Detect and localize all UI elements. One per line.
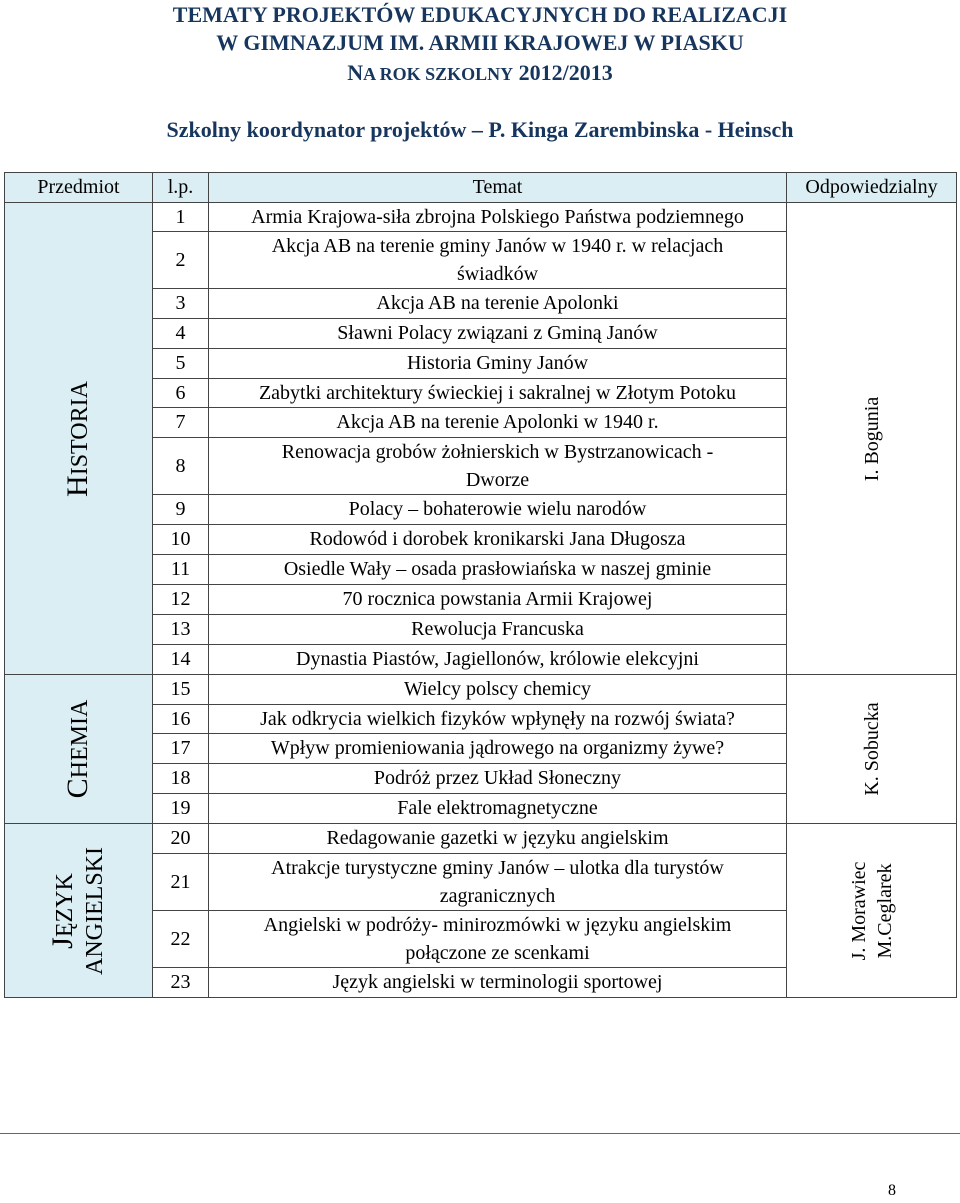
row-number: 4 <box>153 319 209 349</box>
row-number: 21 <box>153 854 209 911</box>
subject-label-chemia <box>60 699 95 799</box>
responsible-cell-historia <box>787 203 957 675</box>
row-topic: Osiedle Wały – osada prasłowiańska w naszej gminie <box>209 555 787 585</box>
header-responsible: Odpowiedzialny <box>787 173 957 203</box>
row-number: 3 <box>153 289 209 319</box>
row-topic: Rewolucja Francuska <box>209 615 787 645</box>
row-number: 6 <box>153 379 209 408</box>
page-number: 8 <box>888 1182 896 1199</box>
document-title-line-1: TEMATY PROJEKTÓW EDUKACYJNYCH DO REALIZACJI <box>172 2 788 27</box>
responsible-cell-jezyk <box>787 824 957 998</box>
table-row <box>5 675 957 705</box>
header-topic: Temat <box>209 173 787 203</box>
row-number: 23 <box>153 968 209 998</box>
row-number: 22 <box>153 911 209 968</box>
row-number: 7 <box>153 408 209 438</box>
subject-rest: HEMIA <box>66 699 93 779</box>
subject-label-historia <box>60 380 95 497</box>
row-number: 8 <box>153 438 209 495</box>
row-number: 18 <box>153 764 209 794</box>
document-title-line-2: W GIMNAZJUM IM. ARMII KRAJOWEJ W PIASKU <box>216 30 744 55</box>
coordinator-line: Szkolny koordynator projektów – P. Kinga Zarembinska - Heinsch <box>166 117 794 142</box>
row-topic: Język angielski w terminologii sportowej <box>209 968 787 998</box>
responsible-name-jezyk <box>846 861 898 960</box>
row-topic: Historia Gminy Janów <box>209 349 787 379</box>
subject-rest: ĘZYK <box>51 872 78 937</box>
row-topic: Wpływ promieniowania jądrowego na organizmy żywe? <box>209 734 787 764</box>
row-topic: Rodowód i dorobek kronikarski Jana Długosza <box>209 525 787 555</box>
row-topic: Akcja AB na terenie Apolonki <box>209 289 787 319</box>
school-year-initial: N <box>347 60 364 85</box>
responsible-name-chemia: K. Sobucka <box>860 702 883 796</box>
row-topic: Zabytki architektury świeckiej i sakralnej w Złotym Potoku <box>209 379 787 408</box>
row-topic: Wielcy polscy chemicy <box>209 675 787 705</box>
row-topic: 70 rocznica powstania Armii Krajowej <box>209 585 787 615</box>
row-number: 15 <box>153 675 209 705</box>
table-header-row <box>5 173 957 203</box>
responsible-name-2: M.Ceglarek <box>873 863 896 958</box>
row-number: 20 <box>153 824 209 854</box>
document-title-line-3 <box>0 59 960 88</box>
table-row <box>5 203 957 232</box>
table-row <box>5 824 957 854</box>
school-year-value: 2012/2013 <box>513 60 613 85</box>
row-topic: Podróż przez Układ Słoneczny <box>209 764 787 794</box>
school-year-label: A ROK SZKOLNY <box>363 64 514 84</box>
row-topic: Armia Krajowa-siła zbrojna Polskiego Państwa podziemnego <box>209 203 787 232</box>
row-number: 12 <box>153 585 209 615</box>
row-topic: Akcja AB na terenie gminy Janów w 1940 r. w relacjach świadków <box>209 232 787 289</box>
responsible-cell-chemia <box>787 675 957 824</box>
row-topic: Polacy – bohaterowie wielu narodów <box>209 495 787 525</box>
responsible-name-historia: I. Bogunia <box>860 396 883 481</box>
subject-label-jezyk <box>45 846 110 975</box>
row-topic: Atrakcje turystyczne gminy Janów – ulotka dla turystów zagranicznych <box>209 854 787 911</box>
row-topic: Redagowanie gazetki w języku angielskim <box>209 824 787 854</box>
row-number: 9 <box>153 495 209 525</box>
row-number: 10 <box>153 525 209 555</box>
footer-divider <box>0 1133 960 1134</box>
row-number: 17 <box>153 734 209 764</box>
projects-table <box>4 172 957 998</box>
row-number: 16 <box>153 705 209 734</box>
row-topic: Renowacja grobów żołnierskich w Bystrzanowicach - Dworze <box>209 438 787 495</box>
subject-cell-chemia <box>5 675 153 824</box>
header-subject: Przedmiot <box>5 173 153 203</box>
row-number: 13 <box>153 615 209 645</box>
subject-initial: J <box>45 936 79 949</box>
subject-initial: C <box>60 778 94 799</box>
subject-initial: H <box>60 474 94 497</box>
subject-rest: ISTORIA <box>66 380 93 475</box>
row-topic: Fale elektromagnetyczne <box>209 794 787 824</box>
row-number: 14 <box>153 645 209 675</box>
row-topic: Akcja AB na terenie Apolonki w 1940 r. <box>209 408 787 438</box>
row-number: 2 <box>153 232 209 289</box>
row-topic: Dynastia Piastów, Jagiellonów, królowie elekcyjni <box>209 645 787 675</box>
row-topic: Sławni Polacy związani z Gminą Janów <box>209 319 787 349</box>
header-number: l.p. <box>153 173 209 203</box>
subject-cell-historia <box>5 203 153 675</box>
row-number: 11 <box>153 555 209 585</box>
row-number: 5 <box>153 349 209 379</box>
subject-cell-jezyk <box>5 824 153 998</box>
row-number: 1 <box>153 203 209 232</box>
row-number: 19 <box>153 794 209 824</box>
row-topic: Jak odkrycia wielkich fizyków wpłynęły na rozwój świata? <box>209 705 787 734</box>
subject-rest-line2: ANGIELSKI <box>81 846 108 975</box>
responsible-name-1: J. Morawiec <box>847 861 870 960</box>
row-topic: Angielski w podróży- minirozmówki w języku angielskim połączone ze scenkami <box>209 911 787 968</box>
